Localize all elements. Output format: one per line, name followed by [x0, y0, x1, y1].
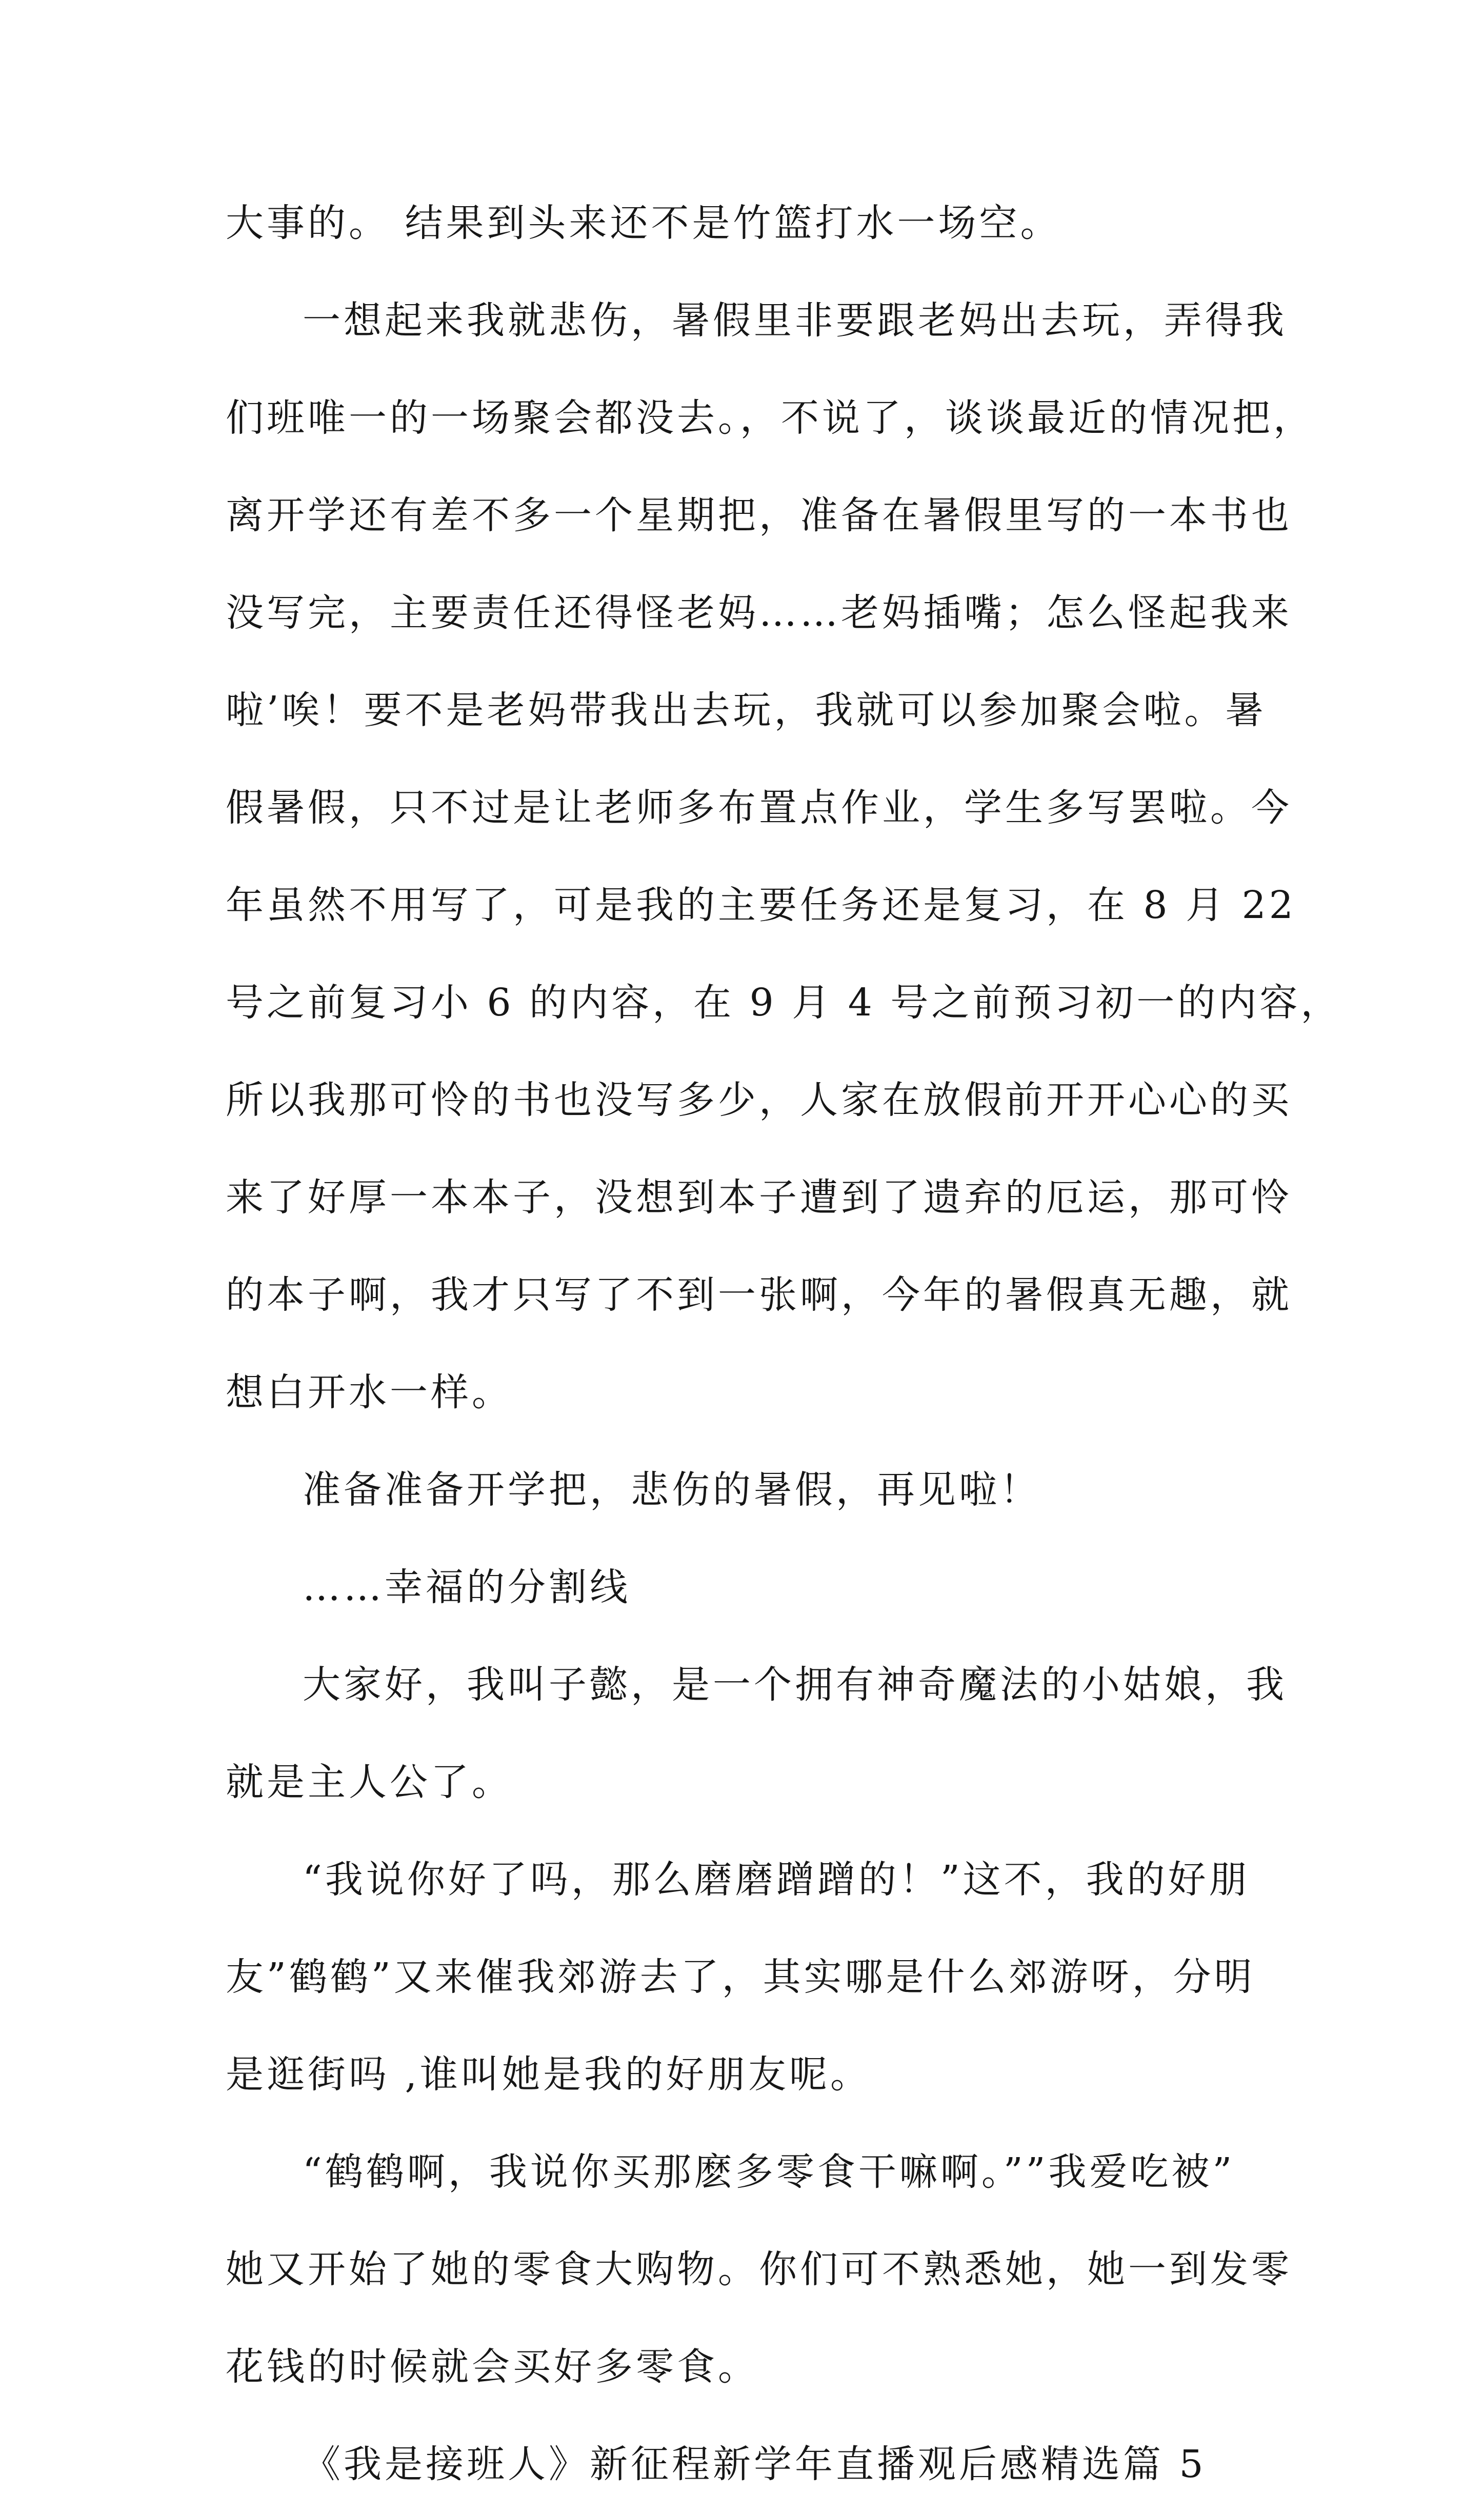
divider-line: ……幸福的分割线	[303, 1565, 631, 1609]
text-line: 她又开始了她的零食大购物。你们可不熟悉她，她一到发零	[226, 2247, 1292, 2291]
text-line: 离开学还有差不多一个星期把，准备在暑假里写的一本书也	[226, 493, 1292, 537]
text-line: 年虽然不用写了，可是我的主要任务还是复习，在 8 月 22	[226, 883, 1296, 927]
text-line: “鹤鹤啊，我说你买那麽多零食干嘛啊。””我爱吃被”	[303, 2150, 1235, 2194]
text-line: 没写完，主要责任还得怪老妈……老妈插嘴；怎么怪起我来	[226, 591, 1292, 635]
text-line: 号之前复习小 6 的内容，在 9 月 4 号之前预习初一的内容，	[226, 981, 1342, 1025]
text-line: 准备准备开学把，悲伤的暑假，再见啦！	[303, 1468, 1041, 1512]
text-line: 来了好厚一本本子，没想到本子遭到了遗弃的厄运，那可怜	[226, 1175, 1292, 1220]
text-line: 友”鹤鹤”又来催我郊游去了，其实哪是什么郊游呀，分明	[226, 1955, 1255, 1999]
text-line: “我说你好了吗，那么磨磨蹭蹭的！”这不，我的好朋	[303, 1858, 1250, 1902]
text-line: 花钱的时候就会买好多零食。	[226, 2345, 759, 2389]
text-line: 们班唯一的一场聚会都没去。，不说了，谈谈最近的情况把，	[226, 396, 1314, 440]
text-line: 大事的。 结果到头来还不是竹篮打水一场空。	[226, 201, 1061, 245]
text-line: 假暑假，只不过是让老师多布置点作业，学生多写罢啦。今	[226, 786, 1292, 830]
text-line: 啦’唉！要不是老妈带我出去玩，我就可以参加聚会啦。暑	[226, 688, 1267, 732]
text-line: 所以我那可怜的书也没写多少，人家在放假前开开心心的买	[226, 1078, 1292, 1122]
body-text	[226, 174, 1342, 2513]
text-line: 就是主人公了。	[226, 1760, 513, 1804]
text-line: 是逛街吗 ,谁叫她是我的好朋友呢。	[226, 2052, 872, 2097]
section-heading: 《我是接班人》新征程新学年直播观后感精选篇 5	[303, 2442, 1207, 2486]
text-line: 想白开水一样。	[226, 1370, 513, 1414]
text-line: 的本子啊，我才只写了不到一张啊，今年的暑假真无趣，就	[226, 1273, 1292, 1317]
text-line: 一想起来我就悲伤，暑假里非要跟老妈出去玩，弄得我	[303, 298, 1287, 343]
text-line: 大家好，我叫子懿，是一个拥有神奇魔法的小姑娘，我	[303, 1663, 1287, 1707]
